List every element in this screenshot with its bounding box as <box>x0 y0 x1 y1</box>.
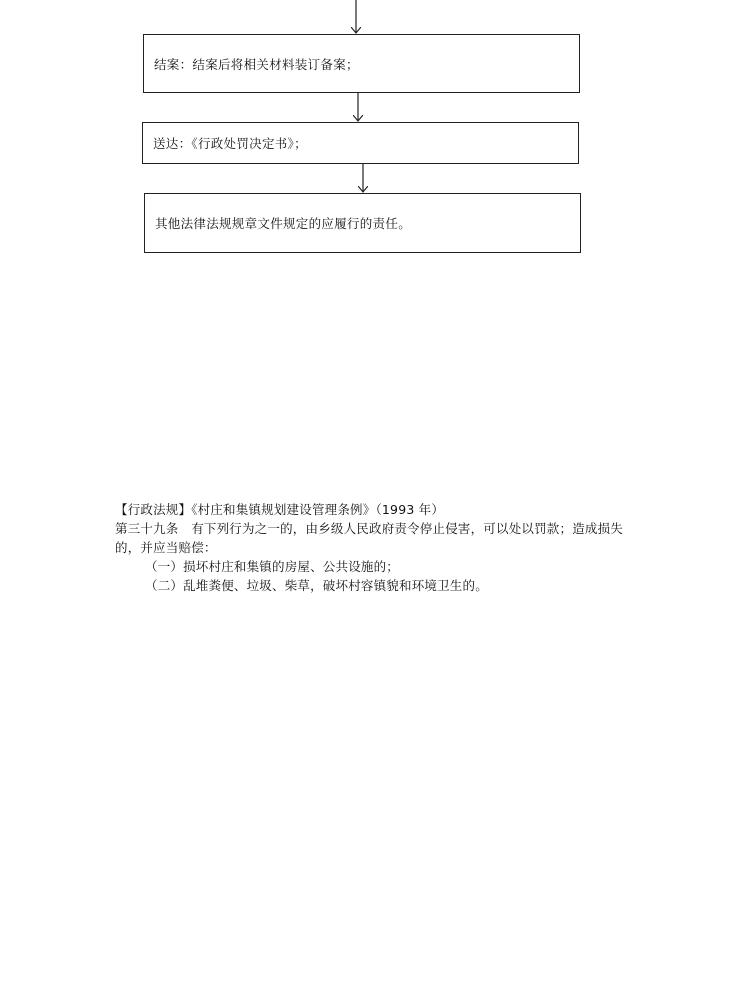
article-text-line-1: 第三十九条 有下列行为之一的，由乡级人民政府责令停止侵害，可以处以罚款；造成损失 <box>115 521 624 536</box>
flow-step-delivery <box>142 122 579 164</box>
article-item-2: （二）乱堆粪便、垃圾、柴草，破坏村容镇貌和环境卫生的。 <box>145 578 488 593</box>
flow-step-other-duties <box>144 193 581 253</box>
article-text-line-2: 的，并应当赔偿： <box>115 540 217 555</box>
flow-step-closing <box>143 34 580 93</box>
regulation-section <box>115 500 635 595</box>
flow-step-other-duties-text: 其他法律法规规章文件规定的应履行的责任。 <box>155 216 412 231</box>
flow-step-delivery-text: 送达：《行政处罚决定书》； <box>153 136 307 151</box>
article-item-1: （一）损坏村庄和集镇的房屋、公共设施的； <box>145 559 400 574</box>
flow-step-closing-text: 结案：结案后将相关材料装订备案； <box>154 56 359 72</box>
regulation-heading: 【行政法规】《村庄和集镇规划建设管理条例》（1993 年） <box>115 502 445 517</box>
